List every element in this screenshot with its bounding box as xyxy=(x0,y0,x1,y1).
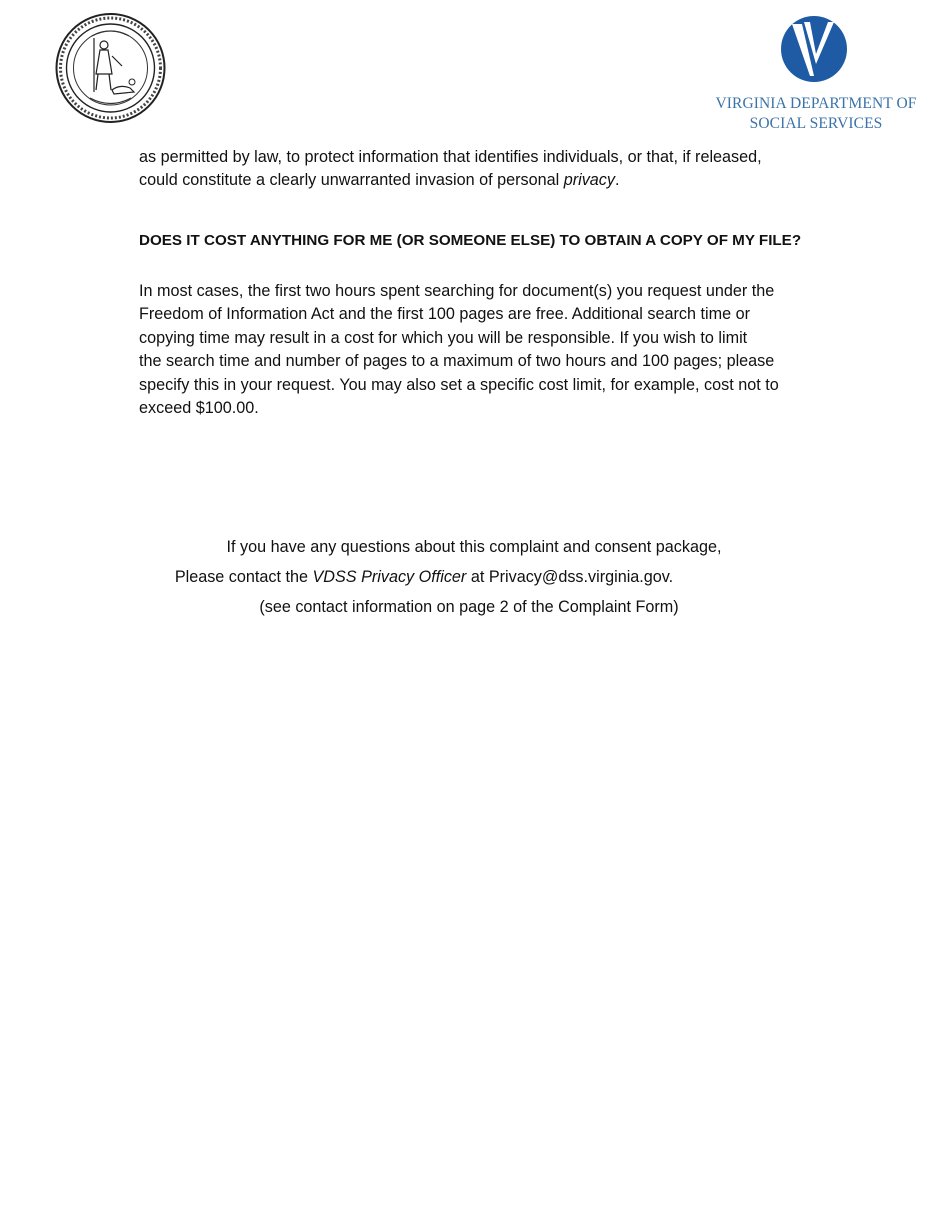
section-heading: DOES IT COST ANYTHING FOR ME (OR SOMEONE ELSE) TO OBTAIN A COPY OF MY FILE? xyxy=(139,232,802,249)
paragraph-line: as permitted by law, to protect information that identifies individuals, or that, if released, xyxy=(139,148,762,166)
agency-name-line1: VIRGINIA DEPARTMENT OF xyxy=(715,95,917,112)
paragraph-line: Freedom of Information Act and the first 100 pages are free. Additional search time or xyxy=(139,305,750,324)
contact-note: (see contact information on page 2 of the Complaint Form) xyxy=(259,598,679,616)
contact-text: Please contact the xyxy=(174,568,313,586)
vdss-v-logo-icon xyxy=(780,14,848,84)
paragraph-line: specify this in your request. You may also set a specific cost limit, for example, cost not to xyxy=(139,375,779,394)
contact-line xyxy=(0,566,899,588)
paragraph-line: In most cases, the first two hours spent searching for document(s) you request under the xyxy=(139,282,775,300)
paragraph-line: the search time and number of pages to a maximum of two hours and 100 pages; please xyxy=(139,352,775,371)
paragraph-line: copying time may result in a cost for which you will be responsible. If you wish to limit xyxy=(139,328,748,347)
privacy-officer-title: VDSS Privacy Officer xyxy=(312,568,467,586)
paragraph-text: . xyxy=(615,171,620,190)
privacy-paragraph xyxy=(139,146,839,193)
paragraph-text: could constitute a clearly unwarranted invasion of personal xyxy=(139,171,564,190)
paragraph-line: exceed $100.00. xyxy=(139,399,259,418)
paragraph-line xyxy=(139,169,839,192)
agency-name-line2: SOCIAL SERVICES xyxy=(749,115,883,132)
cost-paragraph xyxy=(139,280,839,420)
agency-name xyxy=(706,94,926,134)
contact-email-text: at Privacy@dss.virginia.gov. xyxy=(466,568,674,586)
virginia-state-seal-icon xyxy=(54,12,167,124)
agency-logo xyxy=(706,14,926,136)
contact-intro: If you have any questions about this complaint and consent package, xyxy=(226,538,722,556)
privacy-emphasis: privacy xyxy=(563,171,615,190)
